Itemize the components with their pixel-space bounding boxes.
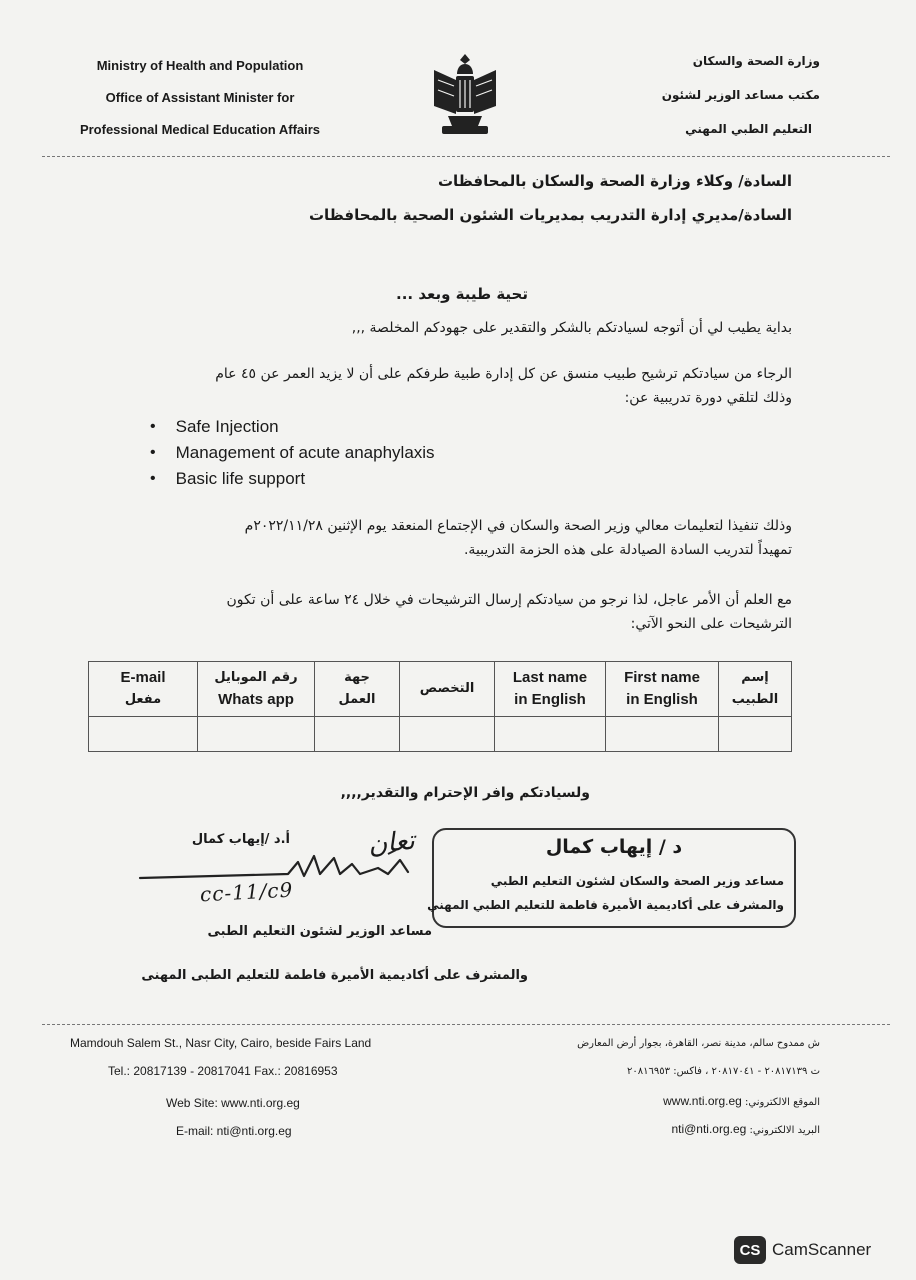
paragraph-instructions-line-2: تمهيداً لتدريب السادة الصيادلة على هذه الحزمة التدريبية. (463, 542, 792, 558)
stamp-line-1: مساعد وزير الصحة والسكان لشئون التعليم الطبي (490, 874, 784, 888)
header-workplace-line-1: جهة (344, 670, 370, 685)
signatory-title: مساعد الوزير لشئون التعليم الطبى (207, 924, 432, 939)
camscanner-logo: CS (734, 1236, 766, 1264)
header-last-name (495, 662, 606, 717)
stamp-line-2: والمشرف على أكاديمية الأميرة فاطمة للتعليم الطبي المهني (427, 898, 784, 912)
header-email (89, 662, 198, 717)
list-item: • Basic life support (150, 466, 435, 492)
paragraph-request-line-2: وذلك لتلقي دورة تدريبية عن: (624, 390, 792, 406)
table-cell (198, 717, 315, 752)
paragraph-request-line-1: الرجاء من سيادتكم ترشيح طبيب منسق عن كل إدارة طبية طرفكم على أن لا يزيد العمر عن ٤٥ عام (215, 366, 792, 382)
recipient-1: السادة/ وكلاء وزارة الصحة والسكان بالمحافظات (437, 172, 792, 190)
letterhead-ar-line-3: التعليم الطبي المهني (685, 122, 812, 136)
letterhead-en-line-3: Professional Medical Education Affairs (79, 122, 321, 137)
header-doctor-name (719, 662, 792, 717)
footer-website-ar (663, 1094, 820, 1108)
paragraph-urgent-line-2: الترشيحات على النحو الآتي: (630, 616, 792, 632)
footer-email-ar-value: nti@nti.org.eg (671, 1122, 747, 1136)
header-email-line-2: مفعل (124, 692, 162, 707)
paragraph-urgent-line-1: مع العلم أن الأمر عاجل، لذا نرجو من سيادتكم إرسال الترشيحات في خلال ٢٤ ساعة على أن تكون (226, 592, 792, 608)
header-first-name-line-1: First name (624, 669, 700, 686)
table-row (89, 717, 792, 752)
camscanner-watermark: CamScanner (772, 1240, 872, 1259)
letterhead-en-line-2: Office of Assistant Minister for (105, 90, 295, 105)
header-specialty-line-1: التخصص (419, 681, 475, 696)
footer-email-en: E-mail: nti@nti.org.eg (176, 1124, 292, 1138)
table-cell (315, 717, 400, 752)
letterhead-ar-line-2: مكتب مساعد الوزير لشئون (661, 88, 820, 102)
header-last-name-line-2: in English (514, 691, 586, 708)
table-cell (89, 717, 198, 752)
table-header-row (89, 662, 792, 717)
header-specialty (400, 662, 495, 717)
footer-phones-en: Tel.: 20817139 - 20817041 Fax.: 20816953 (108, 1064, 338, 1078)
paragraph-instructions-line-1: وذلك تنفيذا لتعليمات معالي وزير الصحة والسكان في الإجتماع المنعقد يوم الإثنين ٢٠٢٢/١١/٢٨م (244, 518, 792, 534)
recipient-2: السادة/مديري إدارة التدريب بمديريات الشئون الصحية بالمحافظات (308, 206, 792, 224)
letterhead-ar-line-1: وزارة الصحة والسكان (692, 54, 820, 68)
header-workplace (315, 662, 400, 717)
list-item: • Safe Injection (150, 414, 435, 440)
table-cell (400, 717, 495, 752)
header-mobile-line-2: Whats app (218, 691, 294, 708)
table-cell (719, 717, 792, 752)
footer-website-en: Web Site: www.nti.org.eg (166, 1096, 300, 1110)
footer-website-ar-value: www.nti.org.eg (663, 1094, 742, 1108)
stamp-name: د / إيهاب كمال (545, 836, 683, 858)
list-item: • Management of acute anaphylaxis (150, 440, 435, 466)
nomination-table (88, 661, 792, 752)
closing: ولسيادتكم وافر الإحترام والتقدير,,,, (340, 785, 590, 801)
header-workplace-line-2: العمل (338, 692, 376, 707)
header-mobile-line-1: رقم الموبايل (214, 670, 298, 685)
header-first-name-line-2: in English (626, 691, 698, 708)
signatory-title-2: والمشرف على أكاديمية الأميرة فاطمة للتعليم الطبى المهنى (141, 968, 528, 983)
footer-website-ar-label: الموقع الالكتروني: (745, 1097, 820, 1108)
handwritten-note: تعان (366, 825, 417, 861)
table-cell (606, 717, 719, 752)
header-mobile (198, 662, 315, 717)
header-email-line-1: E-mail (120, 669, 166, 686)
header-first-name (606, 662, 719, 717)
footer-divider (42, 1024, 890, 1025)
signatory-name: أ.د /إيهاب كمال (191, 832, 290, 847)
eagle-emblem-icon (430, 50, 500, 138)
paragraph-thanks: بداية يطيب لي أن أتوجه لسيادتكم بالشكر والتقدير على جهودكم المخلصة ,,, (351, 320, 792, 336)
header-divider (42, 156, 890, 157)
course-list (150, 414, 435, 492)
footer-address-en: Mamdouh Salem St., Nasr City, Cairo, beside Fairs Land (70, 1036, 372, 1050)
header-last-name-line-1: Last name (512, 669, 588, 686)
footer-phones-ar: ت ٢٠٨١٧١٣٩ - ٢٠٨١٧٠٤١ ، فاكس: ٢٠٨١٦٩٥٣ (627, 1066, 820, 1077)
footer-email-ar (671, 1122, 820, 1136)
greeting: تحية طيبة وبعد ... (396, 285, 528, 303)
table-cell (495, 717, 606, 752)
header-doctor-name-line-1: إسم الطبيب (731, 670, 779, 707)
footer-address-ar: ش ممدوح سالم، مدينة نصر، القاهرة، بجوار أرض المعارض (577, 1038, 820, 1049)
handwritten-date: cc-11/c9 (199, 877, 294, 907)
official-stamp (427, 828, 796, 928)
letterhead-en-line-1: Ministry of Health and Population (96, 58, 304, 73)
footer-email-ar-label: البريد الالكتروني: (749, 1125, 820, 1136)
